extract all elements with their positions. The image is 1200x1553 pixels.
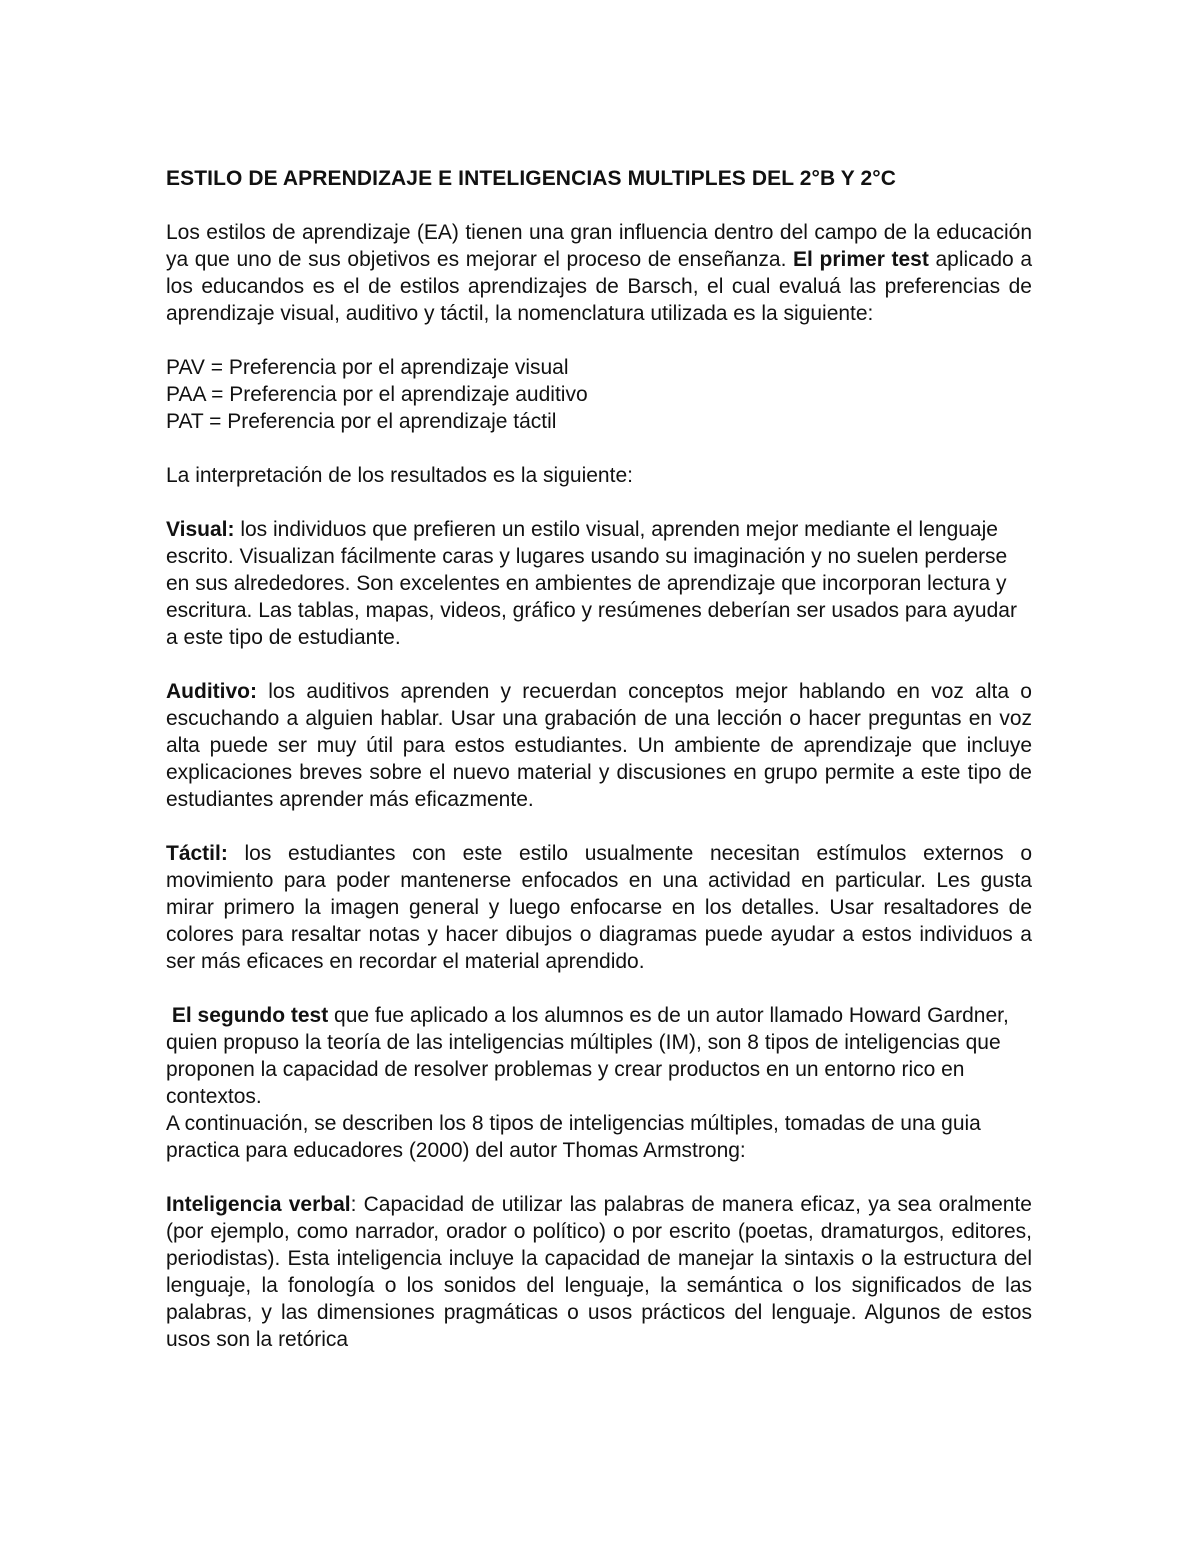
verbal-paragraph bbox=[166, 1191, 1032, 1353]
intro-paragraph bbox=[166, 219, 1032, 327]
style-visual-paragraph bbox=[166, 516, 1032, 651]
style-tactil-paragraph bbox=[166, 840, 1032, 975]
second-test-bold: El segundo test bbox=[171, 1004, 329, 1027]
document-page bbox=[166, 165, 1032, 1380]
style-tactil-label: Táctil: bbox=[166, 842, 228, 865]
continuation-paragraph: A continuación, se describen los 8 tipos de inteligencias múltiples, tomadas de una guia practica para educadores (2000) del autor Thomas Armstrong: bbox=[166, 1112, 981, 1162]
interpretation-intro: La interpretación de los resultados es la siguiente: bbox=[166, 464, 633, 487]
style-visual-text: los individuos que prefieren un estilo visual, aprenden mejor mediante el lenguaje escrito. Visualizan fácilmente caras y lugares usando su imaginación y no suelen perderse en sus alrededores. Son excelentes en ambientes de aprendizaje que incorporan lectura y escritura. Las tablas, mapas, videos, gráfico y resúmenes deberían ser usados para ayudar a este tipo de estudiante. bbox=[166, 518, 1017, 649]
style-auditivo-paragraph bbox=[166, 678, 1032, 813]
style-auditivo-text: los auditivos aprenden y recuerdan conceptos mejor hablando en voz alta o escuchando a alguien hablar. Usar una grabación de una lección o hacer preguntas en voz alta puede ser muy útil para estos estudiantes. Un ambiente de aprendizaje que incluye explicaciones breves sobre el nuevo material y discusiones en grupo permite a este tipo de estudiantes aprender más eficazmente. bbox=[166, 680, 1032, 811]
style-auditivo-label: Auditivo: bbox=[166, 680, 257, 703]
intro-bold-first-test: El primer test bbox=[793, 248, 929, 271]
second-test-text: que fue aplicado a los alumnos es de un autor llamado Howard Gardner, quien propuso la teoría de las inteligencias múltiples (IM), son 8 tipos de inteligencias que proponen la capacidad de resolver problemas y crear productos en un entorno rico en contextos. bbox=[166, 1004, 1009, 1108]
intro-text-start: Los estilos de aprendizaje (EA) tienen una gran influencia dentro del campo de la educación ya que uno de sus objetivos es mejorar el proceso de enseñanza. bbox=[166, 221, 1032, 271]
nomenclature-item-paa: PAA = Preferencia por el aprendizaje auditivo bbox=[166, 383, 588, 406]
nomenclature-list bbox=[166, 354, 1032, 435]
nomenclature-item-pav: PAV = Preferencia por el aprendizaje visual bbox=[166, 356, 569, 379]
intro-text-end: aplicado a los educandos es el de estilos aprendizajes de Barsch, el cual evaluá las preferencias de aprendizaje visual, auditivo y táctil, la nomenclatura utilizada es la siguiente: bbox=[166, 248, 1032, 325]
nomenclature-item-pat: PAT = Preferencia por el aprendizaje táctil bbox=[166, 410, 557, 433]
style-visual-label: Visual: bbox=[166, 518, 235, 541]
style-tactil-text: los estudiantes con este estilo usualmente necesitan estímulos externos o movimiento para poder mantenerse enfocados en una actividad en particular. Les gusta mirar primero la imagen general y luego enfocarse en los detalles. Usar resaltadores de colores para resaltar notas y hacer dibujos o diagramas puede ayudar a estos individuos a ser más eficaces en recordar el material aprendido. bbox=[166, 842, 1032, 973]
second-test-paragraph bbox=[166, 1002, 1032, 1110]
verbal-label: Inteligencia verbal bbox=[166, 1193, 351, 1216]
verbal-text: : Capacidad de utilizar las palabras de manera eficaz, ya sea oralmente (por ejemplo, como narrador, orador o político) o por escrito (poetas, dramaturgos, editores, periodistas). Esta inteligencia incluye la capacidad de manejar la sintaxis o la estructura del lenguaje, la fonología o los sonidos del lenguaje, la semántica o los significados de las palabras, y las dimensiones pragmáticas o usos prácticos del lenguaje. Algunos de estos usos son la retórica bbox=[166, 1193, 1032, 1351]
document-title: ESTILO DE APRENDIZAJE E INTELIGENCIAS MULTIPLES DEL 2°B Y 2°C bbox=[166, 167, 897, 190]
